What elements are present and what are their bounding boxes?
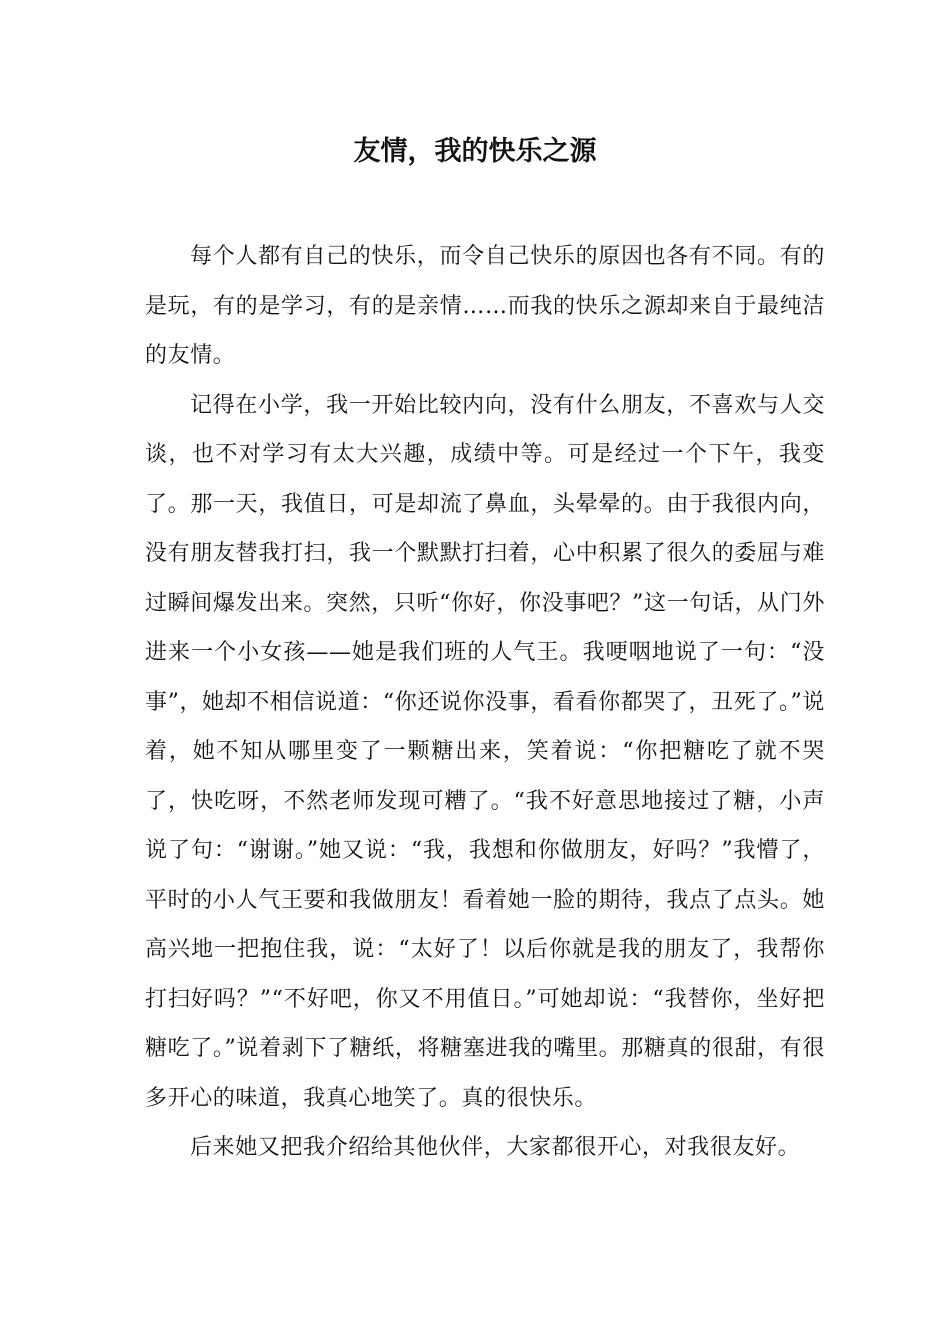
paragraph-later: 后来她又把我介绍给其他伙伴，大家都很开心，对我很友好。 [190,1135,801,1160]
paragraph-intro: 每个人都有自己的快乐，而令自己快乐的原因也各有不同。有的是玩，有的是学习，有的是亲情……而我的快乐之源却来自于最纯洁的友情。 [145,244,825,368]
document-title: 友情，我的快乐之源 [353,136,597,167]
paragraph-story: 记得在小学，我一开始比较内向，没有什么朋友，不喜欢与人交谈，也不对学习有太大兴趣，成绩中等。可是经过一个下午，我变了。那一天，我值日，可是却流了鼻血，头晕晕的。由于我很内向，没有朋友替我打扫，我一个默默打扫着，心中积累了很久的委屈与难过瞬间爆发出来。突然，只听“你好，你没事吧？”这一句话，从门外进来一个小女孩——她是我们班的人气王。我哽咽地说了一句：“没事”，她却不相信说道：“你还说你没事，看看你都哭了，丑死了。”说着，她不知从哪里变了一颗糖出来，笑着说：“你把糖吃了就不哭了，快吃呀，不然老师发现可糟了。“我不好意思地接过了糖，小声说了句：“谢谢。”她又说：“我，我想和你做朋友，好吗？”我懵了，平时的小人气王要和我做朋友！看着她一脸的期待，我点了点头。她高兴地一把抱住我，说：“太好了！以后你就是我的朋友了，我帮你打扫好吗？”“不好吧，你又不用值日。”可她却说：“我替你，坐好把糖吃了。”说着剥下了糖纸，将糖塞进我的嘴里。那糖真的很甜，有很多开心的味道，我真心地笑了。真的很快乐。 [145,392,825,1111]
document-body [145,232,825,1173]
